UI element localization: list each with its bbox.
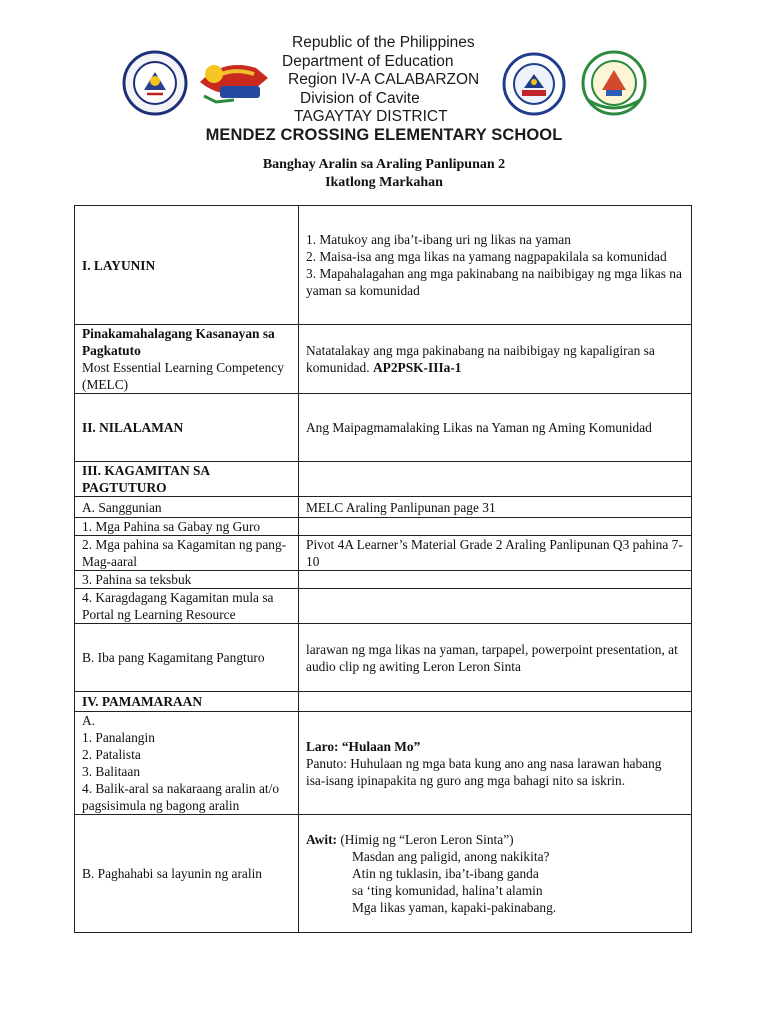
header-republic: Republic of the Philippines — [292, 34, 475, 51]
gabay-text — [299, 518, 692, 536]
melc-competency: Natatalakay ang mga pakinabang na naibibigay ng kapaligiran sa komunidad. — [306, 343, 655, 375]
lyric-line: sa ‘ting komunidad, halina’t alamin — [352, 883, 543, 898]
nilalaman-text: Ang Maipagmamalaking Likas na Yaman ng Aming Komunidad — [299, 394, 692, 462]
row-layunin — [75, 206, 692, 325]
row-kagamitan — [75, 462, 692, 497]
balik-aral-line: 2. Patalista — [82, 747, 141, 762]
layunin-items — [299, 206, 692, 325]
deped-seal-icon — [122, 50, 188, 116]
row-nilalaman — [75, 394, 692, 462]
document-title-block — [0, 156, 768, 192]
lyric-line: Masdan ang paligid, anong nakikita? — [352, 849, 550, 864]
document-subtitle: Ikatlong Markahan — [325, 175, 443, 190]
document-title: Banghay Aralin sa Araling Panlipunan 2 — [262, 157, 506, 172]
pamamaraan-value — [299, 692, 692, 712]
melc-text — [299, 325, 692, 394]
balik-aral-line: A. — [82, 713, 96, 728]
game-title: Laro: “Hulaan Mo” — [306, 738, 421, 754]
teksbuk-text — [299, 571, 692, 589]
pamamaraan-label: IV. PAMAMARAAN — [75, 692, 299, 712]
row-sanggunian — [75, 497, 692, 518]
iba-pang-text: larawan ng mga likas na yaman, tarpapel, powerpoint presentation, at audio clip ng awiting Leron Leron Sinta — [299, 624, 692, 692]
school-name: MENDEZ CROSSING ELEMENTARY SCHOOL — [205, 126, 563, 144]
melc-label-bold: Pinakamahalagang Kasanayan sa Pagkatuto — [82, 326, 275, 358]
letterhead-text — [230, 34, 550, 127]
song-heading — [306, 831, 684, 848]
nilalaman-label: II. NILALAMAN — [75, 394, 299, 462]
row-kagamitan-magaaral — [75, 536, 692, 571]
balik-aral-line: 4. Balik-aral sa nakaraang aralin at/o pagsisimula ng bagong aralin — [82, 781, 280, 813]
portal-text — [299, 589, 692, 624]
paghahabi-content — [299, 815, 692, 933]
lesson-plan-table — [74, 205, 692, 933]
kagamitan-magaaral-text: Pivot 4A Learner’s Material Grade 2 Araling Panlipunan Q3 pahina 7-10 — [299, 536, 692, 571]
balik-aral-line: 1. Panalangin — [82, 730, 155, 745]
teksbuk-label: 3. Pahina sa teksbuk — [75, 571, 299, 589]
header-region: Region IV-A CALABARZON — [288, 71, 480, 89]
portal-label: 4. Karagdagang Kagamitan mula sa Portal ng Learning Resource — [75, 589, 299, 624]
row-pamamaraan — [75, 692, 692, 712]
header-department: Department of Education — [282, 52, 454, 70]
melc-label — [75, 325, 299, 394]
balik-aral-line: 3. Balitaan — [82, 764, 141, 779]
iba-pang-label: B. Iba pang Kagamitang Pangturo — [75, 624, 299, 692]
melc-label-normal: Most Essential Learning Competency (MELC) — [82, 360, 284, 392]
balik-aral-content — [299, 712, 692, 815]
layunin-item: 1. Matukoy ang iba’t-ibang uri ng likas na yaman — [306, 232, 571, 247]
melc-code: AP2PSK-IIIa-1 — [372, 360, 462, 375]
layunin-label: I. LAYUNIN — [75, 206, 299, 325]
kagamitan-magaaral-label: 2. Mga pahina sa Kagamitan ng pang-Mag-aaral — [75, 536, 299, 571]
song-source: (Himig ng “Leron Leron Sinta”) — [337, 832, 514, 847]
header-district: TAGAYTAY DISTRICT — [294, 108, 448, 126]
layunin-item: 3. Mapahalagahan ang mga pakinabang na naibibigay ng mga likas na yaman sa komunidad — [306, 266, 682, 298]
row-portal — [75, 589, 692, 624]
layunin-item: 2. Maisa-isa ang mga likas na yamang nagpapakilala sa komunidad — [306, 249, 667, 264]
row-iba-pang — [75, 624, 692, 692]
row-paghahabi — [75, 815, 692, 933]
kagamitan-value — [299, 462, 692, 497]
kagamitan-label: III. KAGAMITAN SA PAGTUTURO — [75, 462, 299, 497]
row-balik-aral — [75, 712, 692, 815]
letterhead — [0, 0, 768, 150]
row-melc — [75, 325, 692, 394]
school-seal-icon — [580, 50, 648, 116]
song-label: Awit: — [306, 832, 337, 847]
game-instructions: Panuto: Huhulaan ng mga bata kung ano ang nasa larawan habang isa-isang ipinapakita ng guro ang mga bahagi nito sa iskrin. — [306, 755, 662, 788]
header-division: Division of Cavite — [300, 89, 420, 107]
row-teksbuk — [75, 571, 692, 589]
gabay-label: 1. Mga Pahina sa Gabay ng Guro — [75, 518, 299, 536]
balik-aral-label — [75, 712, 299, 815]
row-gabay — [75, 518, 692, 536]
lyric-line: Mga likas yaman, kapaki-pakinabang. — [352, 900, 557, 915]
sanggunian-text: MELC Araling Panlipunan page 31 — [299, 497, 692, 518]
sanggunian-label: A. Sanggunian — [75, 497, 299, 518]
lyric-line: Atin ng tuklasin, iba’t-ibang ganda — [352, 866, 539, 881]
paghahabi-label: B. Paghahabi sa layunin ng aralin — [75, 815, 299, 933]
